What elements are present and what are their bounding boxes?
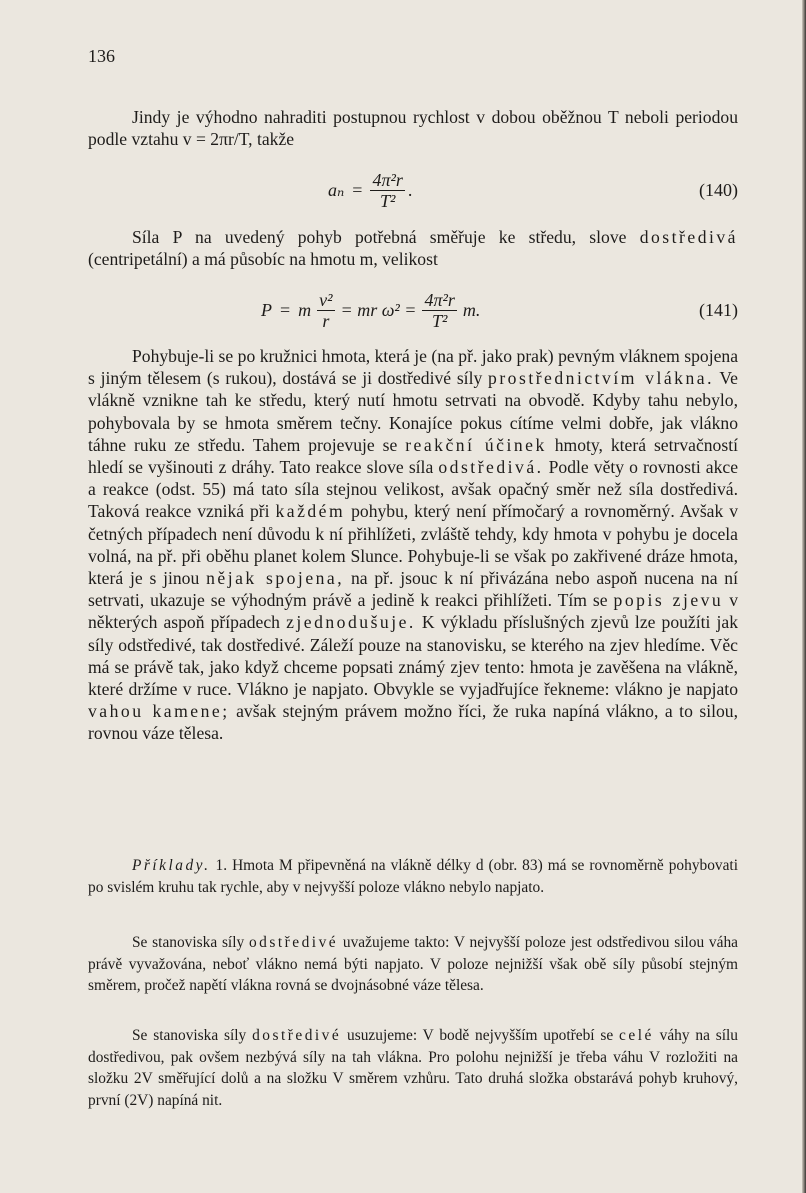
equation-140 <box>88 163 738 217</box>
main-s6: popis zjevu <box>613 590 724 611</box>
force-text <box>88 226 738 270</box>
example-text <box>88 855 738 898</box>
eq140-fraction <box>370 170 404 211</box>
eq141-middle: = mr ω² = <box>340 299 417 320</box>
eq141-mass: m <box>298 299 312 320</box>
ex2-s1: odstředivé <box>248 934 339 951</box>
main-t3: hmoty, která setrvačností hledí se vyšinouti z dráhy. Tato reakce slove síla <box>88 434 738 478</box>
main-s3: odstředivá. <box>438 457 544 478</box>
equation-141-expression <box>258 283 483 337</box>
eq141-f1-numerator: v² <box>319 289 333 310</box>
eq140-denominator: T² <box>379 190 396 211</box>
main-t8: K výkladu příslušných zjevů lze použíti jak síly odstředivé, tak dostředivé. Záleží pouze na stanovisku, se kterého na zjev hledíme. Věc má se právě tak, jako když chceme popsati známý zjev tento: hmota je zavěšena na vlákně, které držíme v ruce. Vlákno je napjato. Obvykle se vyjadřujíce řekneme: vlákno je napjato <box>88 612 738 700</box>
main-t2: Ve vlákně vznikne tah ke středu, který nutí hmotu setrvati na obvodě. Kdyby tahu nebylo, pohybovala by se hmota směrem tečny. Konajíce pokus cítíme velmi dobře, jak vlákno táhne ruku ze středu. Tahem projevuje se <box>88 368 738 455</box>
main-s8: vahou kamene; <box>88 701 230 722</box>
main-s5: nějak spojena, <box>206 568 345 589</box>
main-paragraph-text <box>88 345 738 745</box>
page-binding-edge <box>802 0 806 1193</box>
main-paragraph <box>88 345 738 745</box>
ex3-t3: váhy na sílu dostředivou, pak ovšem nezbývá síly na tah vlákna. Pro polohu nejnižší je třeba váhu V rozložiti na složku 2V směřující dolů a na složku V směrem vzhůru. Tato druhá složka obstarává pohyb kruhový, první (2V) napíná nit. <box>88 1027 738 1109</box>
example-centrifugal-text <box>88 932 738 997</box>
eq141-f2-denominator: T² <box>431 310 448 331</box>
main-s1: prostřednictvím vlákna. <box>488 368 714 389</box>
main-t6: na př. jsouc k ní přivázána nebo aspoň nucena na ní setrvati, ukazuje se výhodným právě a jedině k reakci přihlížeti. Tím se <box>88 568 738 611</box>
eq141-tail: m. <box>462 299 481 320</box>
eq140-numerator: 4π²r <box>372 169 403 190</box>
eq140-equals: = <box>352 179 363 200</box>
intro-paragraph <box>88 106 738 150</box>
main-t1: Pohybuje-li se po kružnici hmota, která je (na př. jako prak) pevným vláknem spojena s jiným tělesem (s rukou), dostává se ji dostředivé síly <box>88 346 738 389</box>
term-dostrediva: dostředivá <box>639 227 738 247</box>
equation-number-141: (141) <box>699 300 738 320</box>
ex2-t1: Se stanoviska síly <box>132 934 245 951</box>
eq141-f1-denominator: r <box>322 310 330 331</box>
main-s4: každém <box>275 501 346 522</box>
example-centrifugal-paragraph <box>88 932 738 997</box>
main-t7: v některých aspoň případech <box>88 590 738 633</box>
main-s2: reakční účinek <box>405 434 547 455</box>
ex3-s1: dostředivé <box>252 1027 342 1044</box>
eq141-fraction-2 <box>422 290 456 331</box>
main-s7: zjednodušuje. <box>286 612 416 633</box>
ex2-t2: uvažujeme takto: V nejvyšší poloze jest odstředivou silou váha právě vyvažována, neboť vlákno nemá býti napjato. V poloze nejnižší však obě síly působí stejným směrem, pročež napětí vlákna rovná se dvojnásobné váze tělesa. <box>88 934 738 994</box>
main-t5: pohybu, který není přímočarý a rovnoměrný. Avšak v četných případech není důvodu k ní přihlížeti, zvláště tehdy, kdy hmota v pohybu je docela volná, na př. při oběhu planet kolem Slunce. Pohybuje-li se však po zakřivené dráze hmota, která je s jinou <box>88 501 738 589</box>
example-centripetal-text <box>88 1025 738 1111</box>
force-paragraph <box>88 226 738 270</box>
example-centripetal-paragraph <box>88 1025 738 1111</box>
eq141-equals: = <box>280 299 291 320</box>
equation-140-expression <box>325 163 412 217</box>
example-label: Příklady. <box>132 857 211 874</box>
eq141-fraction-1 <box>317 290 334 331</box>
equation-number-140: (140) <box>699 180 738 200</box>
eq141-f2-numerator: 4π²r <box>424 289 455 310</box>
page-number: 136 <box>88 46 115 66</box>
example-body: 1. Hmota M připevněná na vlákně délky d (obr. 83) má se rovnoměrně pohybovati po svislém kruhu tak rychle, aby v nejvyšší poloze vlákno nebylo napjato. <box>88 857 738 896</box>
ex3-t2: usuzujeme: V bodě nejvyšším upotřebí se <box>347 1027 614 1044</box>
ex3-s2: celé <box>619 1027 654 1044</box>
force-text-part2: (centripetální) a má působíc na hmotu m, velikost <box>88 249 438 270</box>
force-text-part1: Síla P na uvedený pohyb potřebná směřuje ke středu, slove <box>132 227 627 247</box>
eq140-tail: . <box>407 179 413 200</box>
ex3-t1: Se stanoviska síly <box>132 1027 247 1044</box>
eq140-lhs: aₙ <box>328 179 345 200</box>
main-t9: avšak stejným právem možno říci, že ruka napíná vlákno, a to silou, rovnou váze tělesa. <box>88 701 738 744</box>
intro-text: Jindy je výhodno nahraditi postupnou rychlost v dobou oběžnou T neboli periodou podle vztahu v = 2πr/T, takže <box>88 107 738 150</box>
equation-141 <box>88 283 738 337</box>
main-t4: Podle věty o rovnosti akce a reakce (odst. 55) má tato síla stejnou velikost, avšak opačný směr než síla dostředivá. Taková reakce vzniká při <box>88 457 739 522</box>
eq141-lhs: P <box>261 299 272 320</box>
example-paragraph <box>88 855 738 898</box>
